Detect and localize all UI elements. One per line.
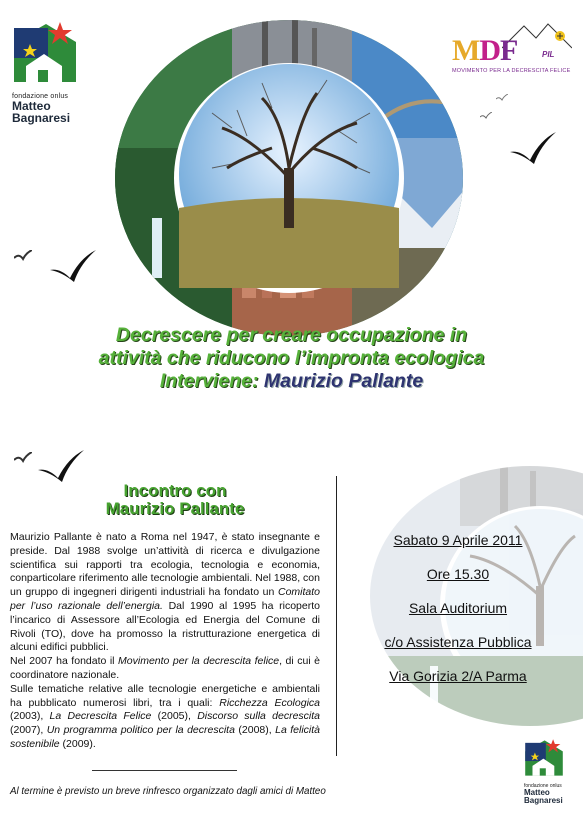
- incontro-line1: Incontro con: [123, 481, 227, 500]
- book-year: (2009).: [59, 737, 96, 750]
- mdf-letters: MDF: [452, 34, 518, 67]
- headline-line1: Decrescere per creare occupazione in: [115, 324, 468, 346]
- bio-paragraph: [10, 683, 320, 752]
- collage-image: [112, 18, 466, 338]
- movement-name: Movimento per la decrescita felice: [118, 655, 280, 668]
- bio-text: [10, 531, 320, 752]
- bird-icon: [50, 248, 98, 288]
- headline-line3: [0, 370, 583, 393]
- mdf-logo: [452, 28, 572, 78]
- logo-name-line2: Bagnaresi: [12, 111, 71, 125]
- bio-text-span: Sulle tematiche relative alle tecnologie energetiche e ambientali ha pubblicato numerosi libri, tra i quali:: [10, 682, 320, 709]
- event-place: c/o Assistenza Pubblica: [384, 634, 532, 650]
- bird-icon: [496, 94, 508, 102]
- bird-icon: [14, 250, 32, 262]
- bird-icon: [14, 452, 32, 464]
- book-year: (2003),: [10, 710, 50, 723]
- incontro-title: [40, 482, 310, 518]
- bio-text-span: Dal 1990 al 1995 ha ricoperto l’incarico di Assessore all’Ecologia ed Energia del Comune di Rivoli (TO), dove ha promosso la ristrutturazione energetica di alcuni edifici pubblici.: [10, 599, 320, 654]
- event-date: Sabato 9 Aprile 2011: [393, 532, 523, 548]
- event-address: Via Gorizia 2/A Parma: [389, 668, 527, 684]
- book-year: (2007),: [10, 724, 47, 737]
- house-star-logo-icon: [524, 738, 564, 778]
- incontro-line2: Maurizio Pallante: [105, 499, 245, 518]
- bio-text-span: , di cui è coordinatore nazionale.: [10, 655, 320, 681]
- book-title: Un programma politico per la decrescita: [46, 724, 235, 737]
- book-year: (2005),: [151, 710, 198, 723]
- bird-icon: [510, 130, 558, 170]
- book-title: Discorso sulla decrescita: [197, 710, 321, 723]
- bio-text-span: Maurizio Pallante è nato a Roma nel 1947, è stato insegnante e preside. Dal 1988 svolge un’attività di ricerca e divulgazione scientifica sui rapporti tra ecologia, tecnologia e economia, conparticolare riferimento alle tecnologie ambientali. Nel 1988, con un gruppo di ingegneri dirigenti industriali ha fondato un: [10, 531, 320, 599]
- speaker-name: Maurizio Pallante: [263, 370, 424, 392]
- logo-name-line1: Matteo: [12, 99, 51, 113]
- faded-tree-image: [370, 466, 583, 726]
- logo-small-text: fondazione onlus: [524, 783, 562, 789]
- book-title: La Decrescita Felice: [49, 710, 152, 723]
- event-room: Sala Auditorium: [408, 600, 508, 616]
- logo-small-text: fondazione onlus: [12, 93, 69, 100]
- bio-paragraph: [10, 531, 320, 655]
- event-time: Ore 15.30: [426, 566, 490, 582]
- headline: [0, 324, 583, 393]
- footer-note: Al termine è previsto un breve rinfresco organizzato dagli amici di Matteo: [10, 786, 326, 797]
- book-title: Ricchezza Ecologica: [219, 696, 320, 709]
- mdf-subtitle: MOVIMENTO PER LA DECRESCITA FELICE: [452, 68, 571, 74]
- logo-name-line1: Matteo: [524, 788, 550, 797]
- logo-name-line2: Bagnaresi: [524, 796, 563, 805]
- headline-line2: attività che riducono l’impronta ecologica: [98, 347, 485, 369]
- book-title: La felicità sostenibile: [10, 724, 321, 750]
- bio-paragraph: [10, 655, 320, 683]
- fondazione-logo-small: [524, 738, 578, 805]
- committee-name: Comitato per l’uso razionale dell’energia.: [10, 586, 320, 612]
- bio-text-span: Nel 2007 ha fondato il: [10, 655, 119, 668]
- house-star-logo-icon: [12, 20, 78, 86]
- bird-icon: [480, 112, 492, 120]
- vertical-divider: [336, 476, 337, 756]
- fondazione-logo: [12, 20, 82, 124]
- headline-prefix: Interviene:: [159, 370, 264, 392]
- mdf-pil: PIL: [542, 50, 555, 59]
- horizontal-divider: [92, 770, 237, 771]
- book-year: (2008),: [234, 724, 276, 737]
